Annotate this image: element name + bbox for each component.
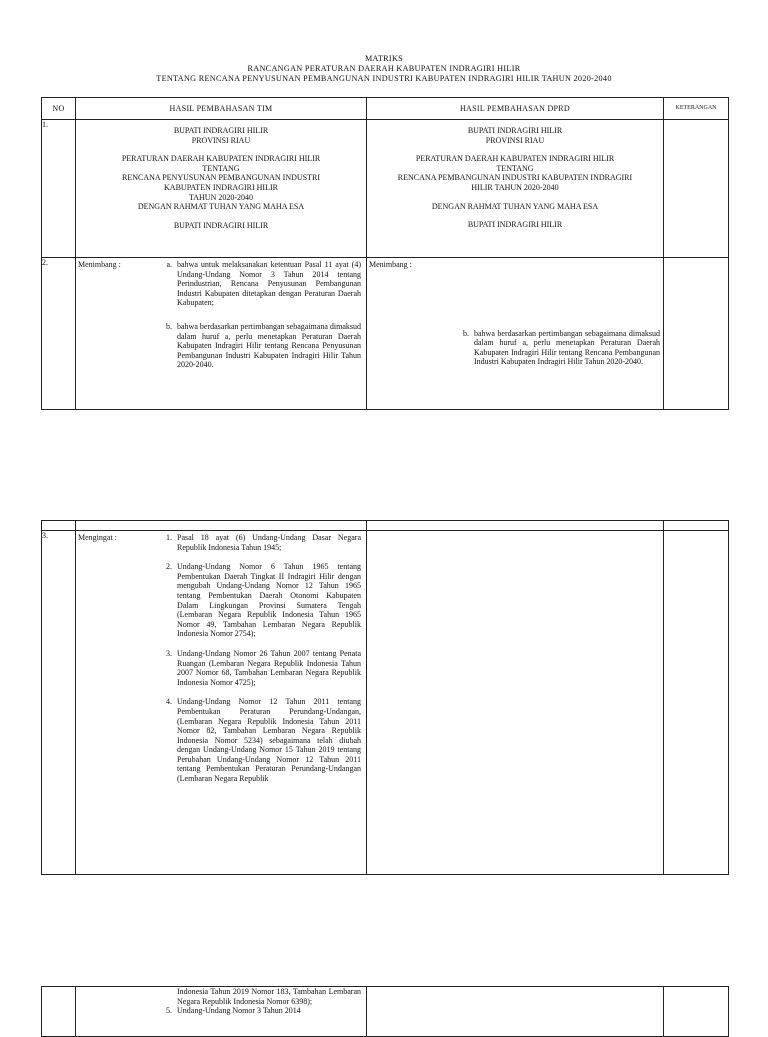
item-marker: 2.: [166, 562, 172, 572]
text-line: DENGAN RAHMAT TUHAN YANG MAHA ESA: [431, 201, 599, 211]
cell-dprd: [367, 258, 664, 410]
section-label: Menimbang :: [78, 260, 121, 269]
header-subtitle-2: TENTANG RENCANA PENYUSUNAN PEMBANGUNAN INDUSTRI KABUPATEN INDRAGIRI HILIR TAHUN 2020-2040: [156, 74, 612, 83]
item-marker: 1.: [166, 533, 172, 542]
item-text: Indonesia Tahun 2019 Nomor 183, Tambahan Lembaran Negara Republik Indonesia Nomor 6398);: [177, 987, 361, 1006]
cell-ket: [664, 120, 729, 258]
document-header: [0, 54, 768, 84]
text-line: BUPATI INDRAGIRI HILIR: [467, 126, 563, 135]
cell-ket: [664, 258, 729, 410]
cell-tim: [76, 987, 367, 1037]
text-line: PROVINSI RIAU: [485, 135, 545, 145]
item-marker: 3.: [166, 648, 172, 658]
cell-ket: [664, 987, 729, 1037]
text-line: HILIR TAHUN 2020-2040: [471, 182, 559, 192]
text-line: RENCANA PEMBANGUNAN INDUSTRI KABUPATEN INDRAGIRI: [397, 173, 633, 183]
section-label: Mengingat :: [78, 533, 117, 542]
text-line: TENTANG: [202, 163, 240, 173]
text-line: DENGAN RAHMAT TUHAN YANG MAHA ESA: [137, 202, 305, 212]
cell-dprd: [367, 531, 664, 875]
item-marker: 5.: [166, 1006, 172, 1016]
col-header-ket: KETERANGAN: [664, 98, 729, 120]
cell-tim: [76, 120, 367, 258]
row-number: [42, 987, 76, 1037]
cell-tim: [76, 531, 367, 875]
text-line: BUPATI INDRAGIRI HILIR: [173, 126, 269, 135]
item-text: Pasal 18 ayat (6) Undang-Undang Dasar Negara Republik Indonesia Tahun 1945;: [177, 533, 361, 552]
text-line: PERATURAN DAERAH KABUPATEN INDRAGIRI HILIR: [415, 154, 615, 164]
table-row: [42, 531, 729, 875]
item-text: bahwa untuk melaksanakan ketentuan Pasal 11 ayat (4) Undang-Undang Nomor 3 Tahun 2014 tentang Perindustrian, Rencana Penyusunan Pembangunan Industri Kabupaten ditetapkan dengan Peraturan Daerah Kabupaten;: [177, 260, 361, 308]
item-text: Undang-Undang Nomor 26 Tahun 2007 tentang Penata Ruangan (Lembaran Negara Republik Indonesia Tahun 2007 Nomor 68, Tambahan Lembaran Negara Republik Indonesia Nomor 4725);: [177, 648, 361, 687]
item-marker: b.: [463, 328, 469, 338]
table-row: [42, 258, 729, 410]
matrix-table-page1: [41, 97, 729, 410]
header-subtitle: RANCANGAN PERATURAN DAERAH KABUPATEN INDRAGIRI HILIR: [247, 64, 521, 73]
text-line: RENCANA PENYUSUNAN PEMBANGUNAN INDUSTRI: [121, 173, 320, 183]
text-line: KABUPATEN INDRAGIRI HILIR: [164, 182, 278, 192]
col-header-tim: HASIL PEMBAHASAN TIM: [76, 98, 367, 120]
item-marker: 4.: [166, 697, 172, 707]
row-number: 2.: [42, 258, 76, 410]
table-header-row: [42, 521, 729, 531]
row-number: 1.: [42, 120, 76, 258]
text-line: TAHUN 2020-2040: [188, 192, 254, 202]
text-line: BUPATI INDRAGIRI HILIR: [173, 220, 269, 230]
text-line: BUPATI INDRAGIRI HILIR: [467, 220, 563, 230]
item-marker: b.: [166, 321, 172, 331]
item-text: Undang-Undang Nomor 12 Tahun 2011 tentang Pembentukan Peraturan Perundang-Undangan, (Lembaran Negara Republik Indonesia Tahun 2011 Nomor 82, Tambahan Lembaran Negara Republik Indonesia Nomor 5234) sebagaimana telah diubah dengan Undang-Undang Nomor 15 Tahun 2019 tentang Perubahan Undang-Undang Nomor 12 Tahun 2011 tentang Pembentukan Peraturan Perundang-Undangan (Lembaran Negara Republik: [177, 697, 361, 784]
item-text: Undang-Undang Nomor 3 Tahun 2014: [177, 1006, 301, 1016]
item-marker: a.: [166, 260, 172, 269]
text-line: PERATURAN DAERAH KABUPATEN INDRAGIRI HILIR: [121, 154, 321, 164]
text-line: PROVINSI RIAU: [191, 135, 251, 145]
cell-dprd: [367, 120, 664, 258]
row-number: 3.: [42, 531, 76, 875]
table-row: [42, 120, 729, 258]
section-label: Menimbang :: [369, 260, 412, 269]
col-header-no: NO: [42, 98, 76, 120]
table-header-row: [42, 98, 729, 120]
matrix-table-page2: [41, 520, 729, 875]
item-text: Undang-Undang Nomor 6 Tahun 1965 tentang Pembentukan Daerah Tingkat II Indragiri Hilir dengan mengubah Undang-Undang Nomor 12 Tahun 1965 tentang Pembentukan Daerah Otonomi Kabupaten Dalam Lingkungan Provinsi Sumatera Tengah (Lembaran Negara Republik Indonesia Tahun 1965 Nomor 49, Tambahan Lembaran Negara Republik Indonesia Nomor 2754);: [177, 562, 361, 639]
header-title: MATRIKS: [364, 54, 404, 63]
col-header-dprd: HASIL PEMBAHASAN DPRD: [367, 98, 664, 120]
item-text: bahwa berdasarkan pertimbangan sebagaimana dimaksud dalam huruf a, perlu menetapkan Peraturan Daerah Kabupaten Indragiri Hilir tentang Rencana Pembangunan Industri Kabupaten Indragiri Hilir Tahun 2020-2040.: [474, 328, 660, 367]
table-row: [42, 987, 729, 1037]
cell-dprd: [367, 987, 664, 1037]
matrix-table-page3: [41, 986, 729, 1037]
item-text: bahwa berdasarkan pertimbangan sebagaimana dimaksud dalam huruf a, perlu menetapkan Peraturan Daerah Kabupaten Indragiri Hilir tentang Rencana Penyusunan Pembangunan Industri Kabupaten Indragiri Hilir Tahun 2020-2040.: [177, 321, 361, 370]
cell-ket: [664, 531, 729, 875]
text-line: TENTANG: [496, 163, 534, 173]
cell-tim: [76, 258, 367, 410]
